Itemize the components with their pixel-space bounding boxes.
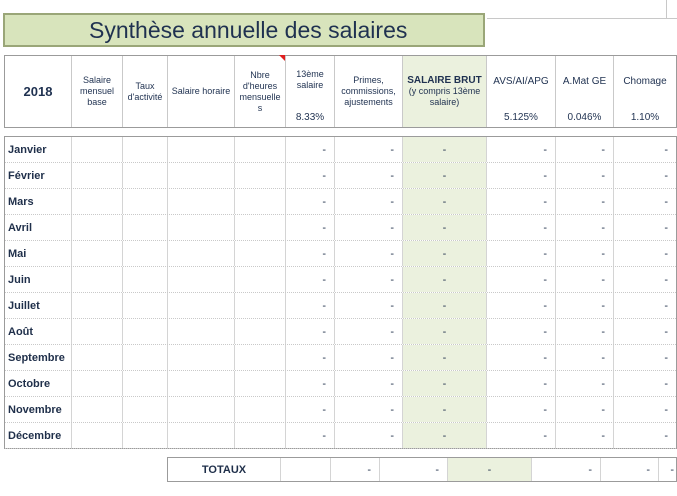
cell-primes[interactable]: -	[335, 293, 403, 318]
totals-row	[167, 457, 677, 482]
cell-salaire-horaire[interactable]	[168, 267, 235, 292]
month-cell[interactable]: Janvier	[5, 137, 72, 162]
cell-nbre-heures[interactable]	[235, 319, 286, 344]
cell-13eme[interactable]: -	[286, 319, 335, 344]
cell-salaire-base[interactable]	[72, 163, 123, 188]
cell-taux-activite[interactable]	[123, 215, 168, 240]
cell-amat[interactable]: -	[556, 371, 614, 396]
cell-amat[interactable]: -	[556, 293, 614, 318]
table-row	[5, 267, 676, 293]
cell-salaire-brut[interactable]: -	[403, 189, 487, 214]
cell-13eme[interactable]: -	[286, 267, 335, 292]
header-13eme-salaire[interactable]	[286, 56, 335, 127]
cell-salaire-brut[interactable]: -	[403, 293, 487, 318]
totals-cell-13eme[interactable]: -	[331, 458, 380, 481]
header-label: Salaire horaire	[171, 86, 231, 96]
cell-taux-activite[interactable]	[123, 267, 168, 292]
cell-amat[interactable]: -	[556, 189, 614, 214]
cell-amat[interactable]: -	[556, 163, 614, 188]
cell-nbre-heures[interactable]	[235, 215, 286, 240]
cell-nbre-heures[interactable]	[235, 397, 286, 422]
table-row	[5, 215, 676, 241]
cell-primes[interactable]: -	[335, 189, 403, 214]
cell-amat[interactable]: -	[556, 241, 614, 266]
cell-salaire-brut[interactable]: -	[403, 371, 487, 396]
cell-avs[interactable]: -	[487, 293, 556, 318]
cell-primes[interactable]: -	[335, 345, 403, 370]
totals-cell-amat[interactable]: -	[601, 458, 659, 481]
cell-salaire-horaire[interactable]	[168, 215, 235, 240]
cell-salaire-horaire[interactable]	[168, 189, 235, 214]
cell-13eme[interactable]: -	[286, 345, 335, 370]
header-label: Salaire mensuel base	[79, 75, 115, 107]
cell-taux-activite[interactable]	[123, 345, 168, 370]
cell-avs[interactable]: -	[487, 137, 556, 162]
monthly-table	[4, 136, 677, 449]
totals-label: TOTAUX	[168, 458, 281, 481]
cell-taux-activite[interactable]	[123, 189, 168, 214]
cell-amat[interactable]: -	[556, 267, 614, 292]
table-row	[5, 345, 676, 371]
header-label: Nbre d'heures mensuelle s	[239, 69, 281, 113]
totals-cell-chomage[interactable]: -	[670, 463, 674, 476]
cell-salaire-brut[interactable]: -	[403, 163, 487, 188]
cell-13eme[interactable]: -	[286, 397, 335, 422]
totals-cell-primes[interactable]: -	[380, 458, 448, 481]
totals-cell-avs[interactable]: -	[532, 458, 601, 481]
cell-chomage[interactable]: -	[664, 169, 668, 182]
table-row	[5, 423, 676, 449]
header-salaire-horaire[interactable]	[168, 56, 235, 127]
cell-avs[interactable]: -	[487, 267, 556, 292]
cell-taux-activite[interactable]	[123, 397, 168, 422]
cell-amat[interactable]: -	[556, 423, 614, 448]
cell-salaire-base[interactable]	[72, 371, 123, 396]
table-row	[5, 319, 676, 345]
cell-primes[interactable]: -	[335, 397, 403, 422]
cell-primes[interactable]: -	[335, 241, 403, 266]
header-avs[interactable]	[487, 56, 556, 127]
cell-avs[interactable]: -	[487, 371, 556, 396]
cell-13eme[interactable]: -	[286, 371, 335, 396]
cell-chomage[interactable]: -	[664, 351, 668, 364]
cell-avs[interactable]: -	[487, 241, 556, 266]
sheet-title-box	[3, 13, 485, 47]
cell-salaire-base[interactable]	[72, 397, 123, 422]
year-header[interactable]	[5, 56, 72, 127]
cell-salaire-base[interactable]	[72, 241, 123, 266]
comment-indicator-icon[interactable]	[279, 55, 285, 61]
header-label: Taux d'activité	[127, 80, 163, 102]
header-chomage[interactable]	[614, 56, 676, 127]
cell-salaire-brut[interactable]: -	[403, 319, 487, 344]
cell-amat[interactable]: -	[556, 137, 614, 162]
cell-nbre-heures[interactable]	[235, 241, 286, 266]
month-cell[interactable]: Août	[5, 319, 72, 344]
header-nbre-heures[interactable]	[235, 56, 286, 127]
cell-salaire-base[interactable]	[72, 215, 123, 240]
cell-salaire-brut[interactable]: -	[403, 345, 487, 370]
cell-chomage[interactable]: -	[664, 247, 668, 260]
cell-13eme[interactable]: -	[286, 241, 335, 266]
cell-13eme[interactable]: -	[286, 293, 335, 318]
cell-13eme[interactable]: -	[286, 189, 335, 214]
cell-avs[interactable]: -	[487, 345, 556, 370]
sheet-title: Synthèse annuelle des salaires	[89, 16, 408, 43]
header-amat-ge[interactable]	[556, 56, 614, 127]
header-label	[403, 75, 486, 108]
cell-amat[interactable]: -	[556, 319, 614, 344]
cell-salaire-brut[interactable]: -	[403, 137, 487, 162]
gridline	[666, 0, 667, 18]
cell-13eme[interactable]: -	[286, 137, 335, 162]
rate-label: 8.33%	[295, 112, 325, 123]
cell-primes[interactable]: -	[335, 137, 403, 162]
cell-taux-activite[interactable]	[123, 293, 168, 318]
rate-label: 0.046%	[567, 112, 602, 123]
cell-salaire-horaire[interactable]	[168, 319, 235, 344]
rate-label: 1.10%	[630, 112, 660, 123]
month-cell[interactable]: Octobre	[5, 371, 72, 396]
table-header	[4, 55, 677, 128]
table-row	[5, 163, 676, 189]
month-cell[interactable]: Mars	[5, 189, 72, 214]
cell-salaire-horaire[interactable]	[168, 137, 235, 162]
brut-subtitle: (y compris 13ème salaire)	[408, 86, 481, 107]
cell-chomage[interactable]: -	[664, 143, 668, 156]
cell-salaire-base[interactable]	[72, 267, 123, 292]
cell-taux-activite[interactable]	[123, 371, 168, 396]
cell-salaire-brut[interactable]: -	[403, 267, 487, 292]
cell-salaire-base[interactable]	[72, 345, 123, 370]
cell-primes[interactable]: -	[335, 423, 403, 448]
cell-avs[interactable]: -	[487, 215, 556, 240]
header-label: A.Mat GE	[562, 76, 607, 87]
cell-salaire-base[interactable]	[72, 189, 123, 214]
cell-primes[interactable]: -	[335, 215, 403, 240]
cell-primes[interactable]: -	[335, 371, 403, 396]
header-primes[interactable]	[335, 56, 403, 127]
cell-chomage[interactable]: -	[664, 325, 668, 338]
gridline	[487, 18, 677, 19]
cell-amat[interactable]: -	[556, 215, 614, 240]
month-cell[interactable]: Mai	[5, 241, 72, 266]
cell-primes[interactable]: -	[335, 163, 403, 188]
cell-salaire-horaire[interactable]	[168, 241, 235, 266]
cell-taux-activite[interactable]	[123, 423, 168, 448]
cell-salaire-base[interactable]	[72, 423, 123, 448]
cell-amat[interactable]: -	[556, 345, 614, 370]
cell-salaire-horaire[interactable]	[168, 371, 235, 396]
month-cell[interactable]: Septembre	[5, 345, 72, 370]
cell-nbre-heures[interactable]	[235, 163, 286, 188]
table-row	[5, 371, 676, 397]
cell-salaire-brut[interactable]: -	[403, 397, 487, 422]
cell-avs[interactable]: -	[487, 397, 556, 422]
year-label: 2018	[23, 84, 53, 99]
table-row	[5, 137, 676, 163]
cell-nbre-heures[interactable]	[235, 371, 286, 396]
brut-title: SALAIRE BRUT	[407, 75, 482, 86]
cell-chomage[interactable]: -	[664, 403, 668, 416]
cell-13eme[interactable]: -	[286, 423, 335, 448]
cell-nbre-heures[interactable]	[235, 137, 286, 162]
cell-chomage[interactable]: -	[664, 299, 668, 312]
totals-cell-heures[interactable]	[281, 458, 331, 481]
cell-salaire-horaire[interactable]	[168, 163, 235, 188]
cell-salaire-base[interactable]	[72, 293, 123, 318]
header-salaire-base[interactable]	[72, 56, 123, 127]
cell-primes[interactable]: -	[335, 319, 403, 344]
month-cell[interactable]: Février	[5, 163, 72, 188]
cell-taux-activite[interactable]	[123, 319, 168, 344]
cell-salaire-horaire[interactable]	[168, 293, 235, 318]
cell-chomage[interactable]: -	[664, 195, 668, 208]
cell-avs[interactable]: -	[487, 189, 556, 214]
cell-chomage[interactable]: -	[664, 221, 668, 234]
header-label: Primes, commissions, ajustements	[341, 75, 396, 107]
cell-taux-activite[interactable]	[123, 137, 168, 162]
cell-primes[interactable]: -	[335, 267, 403, 292]
cell-salaire-horaire[interactable]	[168, 397, 235, 422]
cell-salaire-brut[interactable]: -	[403, 215, 487, 240]
cell-13eme[interactable]: -	[286, 163, 335, 188]
header-salaire-brut[interactable]	[403, 56, 487, 127]
header-label: AVS/AI/APG	[493, 76, 549, 87]
cell-amat[interactable]: -	[556, 397, 614, 422]
header-taux-activite[interactable]	[123, 56, 168, 127]
cell-taux-activite[interactable]	[123, 241, 168, 266]
cell-salaire-brut[interactable]: -	[403, 241, 487, 266]
cell-nbre-heures[interactable]	[235, 293, 286, 318]
cell-salaire-brut[interactable]: -	[403, 423, 487, 448]
header-label: 13ème salaire	[296, 69, 324, 90]
totals-cell-brut[interactable]: -	[448, 458, 532, 481]
month-cell[interactable]: Décembre	[5, 423, 72, 448]
cell-salaire-horaire[interactable]	[168, 345, 235, 370]
table-row	[5, 293, 676, 319]
header-label: Chomage	[623, 76, 667, 87]
cell-salaire-base[interactable]	[72, 319, 123, 344]
cell-avs[interactable]: -	[487, 163, 556, 188]
cell-nbre-heures[interactable]	[235, 267, 286, 292]
cell-chomage[interactable]: -	[664, 273, 668, 286]
cell-chomage[interactable]: -	[664, 429, 668, 442]
month-cell[interactable]: Avril	[5, 215, 72, 240]
table-row	[5, 241, 676, 267]
cell-nbre-heures[interactable]	[235, 423, 286, 448]
cell-nbre-heures[interactable]	[235, 345, 286, 370]
rate-label: 5.125%	[504, 112, 538, 123]
table-row	[5, 189, 676, 215]
month-cell[interactable]: Novembre	[5, 397, 72, 422]
cell-taux-activite[interactable]	[123, 163, 168, 188]
month-cell[interactable]: Juillet	[5, 293, 72, 318]
cell-avs[interactable]: -	[487, 319, 556, 344]
cell-salaire-base[interactable]	[72, 137, 123, 162]
cell-salaire-horaire[interactable]	[168, 423, 235, 448]
month-cell[interactable]: Juin	[5, 267, 72, 292]
cell-nbre-heures[interactable]	[235, 189, 286, 214]
table-row	[5, 397, 676, 423]
cell-13eme[interactable]: -	[286, 215, 335, 240]
cell-avs[interactable]: -	[487, 423, 556, 448]
cell-chomage[interactable]: -	[664, 377, 668, 390]
